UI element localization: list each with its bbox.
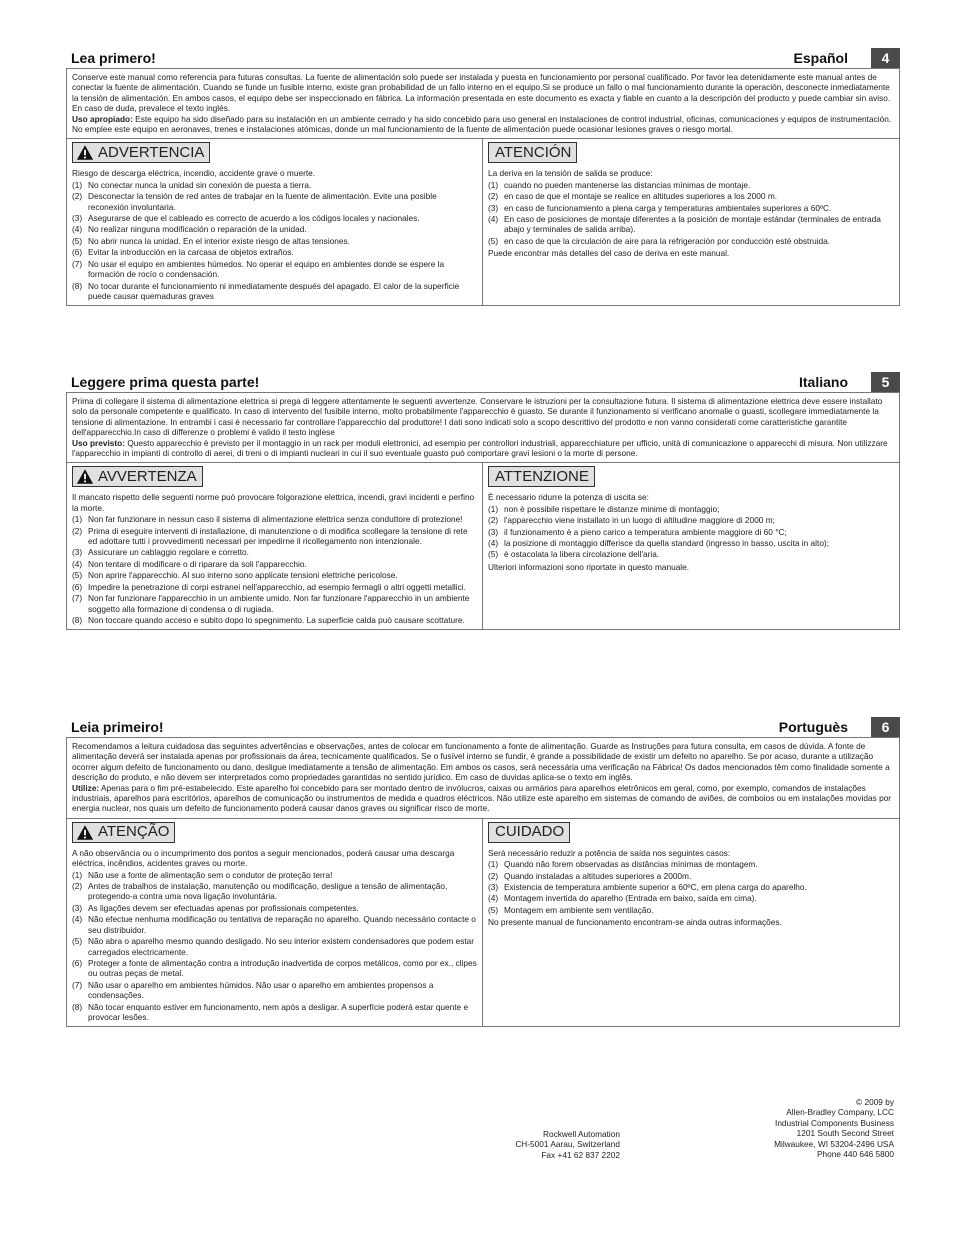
item-number: (6) [72,581,83,592]
warning-column [67,139,483,305]
item-text: Existencia de temperatura ambiente superior a 60ºC, em plena carga do aparelho. [504,882,807,893]
item-number: (3) [488,202,499,213]
item-text: En caso de posiciones de montaje diferentes a la posición de montaje estándar (terminales de entrada abajo y terminales de salida arriba). [504,214,881,235]
item-number: (8) [72,280,83,291]
item-number: (1) [72,514,83,525]
item-text: Proteger a fonte de alimentação contra a introdução inadvertida de corpos metálicos, como por ex., clipes ou outras peças de metal. [88,957,477,979]
item-number: (8) [72,1001,83,1012]
item-text: Montagem invertida do aparelho (Entrada em baixo, saída em cima). [504,893,757,904]
use-paragraph [72,438,894,459]
item-number: (2) [72,525,83,536]
warning-item [72,980,477,1001]
item-number: (1) [72,869,83,880]
item-text: la posizione di montaggio differisce da quella standard (ingresso in basso, uscita in alto); [504,538,829,549]
item-number: (1) [488,179,499,190]
caution-lead: Será necessário reduzir a potência de saída nos seguintes casos: [488,847,731,858]
warning-list [72,514,477,625]
warning-item [72,213,477,223]
item-number: (4) [72,224,83,235]
warning-item [72,281,477,302]
ab-line: Phone 440 646 5800 [816,1149,894,1160]
caution-label: ATTENZIONE [495,467,589,485]
item-text: Non far funzionare in nessun caso il sistema di alimentazione elettrica senza conduttore di protezione! [88,514,463,525]
caution-item [488,504,894,514]
caution-footer: Puede encontrar más detalles del caso de deriva en este manual. [488,248,730,259]
section-number: 5 [871,372,900,392]
section-espanol [66,48,900,306]
caution-item [488,882,894,892]
item-number: (2) [72,881,83,892]
caution-column [483,463,899,629]
ab-line: Allen-Bradley Company, LCC [786,1107,894,1118]
warning-lead: Il mancato rispetto delle seguenti norme può provocare folgorazione elettrica, incendi, gravi incidenti e perfino la morte. [72,492,475,513]
item-number: (5) [72,936,83,947]
item-number: (5) [488,549,499,560]
section-title: Leia primeiro! [71,719,164,735]
caution-item [488,893,894,903]
item-number: (5) [488,904,499,915]
item-number: (8) [72,614,83,625]
warning-item [72,526,477,547]
notice-columns [67,463,899,629]
warning-badge [72,822,175,843]
warning-item [72,559,477,569]
caution-item [488,180,894,190]
item-text: Non far funzionare l'apparecchio in un ambiente umido. Non far funzionare l'apparecchio in un ambiente soggetto alla formazione di condensa o di rugiada. [88,593,470,614]
ab-line: Milwaukee, WI 53204-2496 USA [774,1138,894,1149]
section-portugues [66,717,900,1027]
item-text: non è possibile rispettare le distanze minime di montaggio; [504,503,720,514]
item-text: Impedire la penetrazione di corpi estranei nell'apparecchio, ad esempio fermagli o altri oggetti metallici. [88,581,466,592]
item-text: No tocar durante el funcionamiento ni inmediatamente después del apagado. El calor de la superficie puede causar quemaduras graves [88,280,460,301]
warning-item [72,259,477,280]
caution-item [488,905,894,915]
warning-item [72,914,477,935]
notice-columns [67,139,899,305]
section-header [66,372,900,392]
warning-item [72,582,477,592]
caution-item [488,203,894,213]
item-text: en caso de funcionamiento a plena carga y temperaturas ambientales superiores a 60ºC. [504,202,832,213]
section-header [66,48,900,68]
caution-badge [488,822,570,843]
warning-label: AVVERTENZA [98,467,197,485]
caution-item [488,549,894,559]
item-text: Antes de trabalhos de instalação, manutenção ou modificação, desligue a tensão de alimentação, protegendo-a contra uma nova ligação involuntária. [88,881,448,902]
rockwell-line: Rockwell Automation [542,1129,620,1139]
warning-item [72,958,477,979]
item-text: en caso de que la circulación de aire para la refrigeración por conducción esté obstruida. [504,235,831,246]
item-number: (2) [72,191,83,202]
warning-item [72,247,477,257]
item-number: (3) [488,882,499,893]
warning-item [72,870,477,880]
caution-column [483,139,899,305]
item-number: (1) [488,859,499,870]
section-title: Leggere prima questa parte! [71,374,260,390]
caution-column [483,819,899,1027]
item-number: (5) [72,235,83,246]
item-number: (2) [488,870,499,881]
rockwell-line: CH-5001 Aarau, Switzerland [515,1139,620,1150]
warning-item [72,236,477,246]
warning-item [72,881,477,902]
intro-paragraph: Conserve este manual como referencia para futuras consultas. La fuente de alimentación solo puede ser instalada y puesta en funcionamiento por personal cualificado. Por favor lea detenidamente este manual antes de conectar la fuente de alimentación. Cuando se funde un fusible interno, existe gran probabilidad de un fallo interno en el equipo.Si se produce un fallo o mal funcionamiento durante la operación, desconecte inmediatamente la tensión de alimentación. En ambos casos, el equipo debe ser inspeccionado en fábrica. La información presentada en este documento es exacta y fiable en cuanto a la descripción del producto y puede cambiar sin aviso. En caso de duda, prevalece el texto inglés. [72,72,891,114]
section-header [66,717,900,737]
intro-text [67,738,899,819]
notice-columns [67,819,899,1027]
warning-item [72,224,477,234]
item-text: As ligações devem ser efectuadas apenas por profissionais competentes. [88,902,359,913]
ab-line: © 2009 by [856,1097,894,1107]
item-text: No conectar nunca la unidad sin conexión de puesta a tierra. [88,179,312,190]
warning-item [72,514,477,524]
warning-lead: Riesgo de descarga eléctrica, incendio, accidente grave o muerte. [72,168,316,179]
section-box [66,392,900,630]
item-number: (7) [72,593,83,604]
caution-list [488,504,894,560]
use-paragraph [72,783,894,814]
item-text: Quando instaladas a altitudes superiores a 2000m. [504,870,692,881]
item-number: (7) [72,258,83,269]
item-number: (3) [72,547,83,558]
caution-item [488,515,894,525]
item-number: (4) [72,558,83,569]
section-language: Italiano [798,374,848,390]
item-number: (2) [488,515,499,526]
use-label: Uso previsto: [72,437,126,448]
item-text: Montagem em ambiente sem ventilação. [504,904,654,915]
item-text: Non aprire l'apparecchio. Al suo interno sono applicate tensioni elettriche pericolose. [88,570,398,581]
caution-lead: La deriva en la tensión de salida se produce: [488,168,653,179]
warning-badge [72,142,210,163]
item-text: Não abra o aparelho mesmo quando desligado. No seu interior existem condensadores que podem estar carregados electricamente. [88,936,475,957]
item-text: No abrir nunca la unidad. En el interior existe riesgo de altas tensiones. [88,235,350,246]
warning-label: ADVERTENCIA [98,143,205,161]
item-number: (7) [72,979,83,990]
item-number: (6) [72,247,83,258]
item-number: (3) [488,526,499,537]
warning-badge [72,466,203,487]
use-label: Uso apropiado: [72,113,133,124]
item-text: l'apparecchio viene installato in un luogo di altitudine maggiore di 2000 m; [504,515,775,526]
warning-item [72,615,477,625]
caution-item [488,859,894,869]
section-italiano [66,372,900,630]
item-number: (4) [488,214,499,225]
item-text: Assicurare un cablaggio regolare e corretto. [88,547,249,558]
warning-item [72,547,477,557]
warning-list [72,870,477,1023]
caution-badge [488,466,595,487]
item-text: il funzionamento è a pieno carico a temperatura ambiente maggiore di 60 °C; [504,526,787,537]
caution-badge [488,142,577,163]
item-number: (4) [488,538,499,549]
item-text: Non tentare di modificare o di riparare da soli l'apparecchio. [88,558,307,569]
use-paragraph [72,114,894,135]
item-number: (6) [72,957,83,968]
caution-item [488,191,894,201]
use-text: Este equipo ha sido diseñado para su instalación en un ambiente cerrado y ha sido concebido para uso general en instalaciones de control industrial, oficinas, comunicaciones y equipos de instrumentación. No emplee este equipo en aeronaves, trenes e instalaciones atómicas, donde un mal funcionamiento de la fuente de alimentación puede ocasionar lesiones graves o riesgo mortal. [72,113,892,135]
use-label: Utilize: [72,782,100,793]
warning-item [72,903,477,913]
warning-triangle-icon [76,824,94,841]
item-number: (5) [72,570,83,581]
use-text: Questo apparecchio è previsto per il montaggio in un rack per moduli elettronici, ad esempio per controllori industriali, apparecchiature per ufficio, unità di comunicazione o apparecchi di misura. Non utilizzare l'apparecchio in impianti di controllo di aerei, di treni o di impianti nucleari in cui il suo eventuale guasto può comportare gravi lesioni o la morte di persone. [72,437,888,459]
caution-item [488,236,894,246]
item-text: è ostacolata la libera circolazione dell'aria. [504,549,660,560]
item-text: Não use a fonte de alimentação sem o condutor de proteção terra! [88,869,333,880]
warning-item [72,593,477,614]
warning-label: ATENÇÃO [98,823,170,841]
footer-rockwell [515,1129,620,1160]
item-number: (3) [72,213,83,224]
intro-paragraph: Recomendamos a leitura cuidadosa das seguintes advertências e observações, antes de colocar em funcionamento a fonte de alimentação. Guarde as Instruções para futura consulta, em casos de dúvida. A fonte de alimentação deverá ser instalada apenas por profissionais da área, tecnicamente qualificados. Se o fusível interno se fundir, é grande a possibilidade de existir um defeito no aparelho. Se por acaso, durante a utilização ocorrer algum defeito de funcionamento ou dano, desligue imediatamente a tensão de alimentação. Em ambos os casos, será necessária uma verificação na Fábrica! Os dados mencionados têm como finalidade somente a descrição do produto, e não devem ser interpretados como propriedades garantidas no sentido jurídico. Em caso de duvidas aplica-se o texto em inglês. [72,741,890,783]
section-language: Español [793,50,848,66]
warning-triangle-icon [76,468,94,485]
item-number: (4) [488,893,499,904]
intro-text [67,393,899,463]
warning-item [72,570,477,580]
item-text: Asegurarse de que el cableado es correcto de acuerdo a los códigos locales y nacionales. [88,213,420,224]
caution-footer: Ulteriori informazioni sono riportate in questo manuale. [488,561,690,572]
section-number: 6 [871,717,900,737]
section-number: 4 [871,48,900,68]
item-text: cuando no pueden mantenerse las distancias mínimas de montaje. [504,179,751,190]
item-text: Não tocar enquanto estiver em funcionamento, nem após a desligar. A superfície poderá estar quente e provocar lesões. [88,1001,469,1022]
caution-label: ATENCIÓN [495,143,572,161]
warning-list [72,180,477,301]
warning-triangle-icon [76,144,94,161]
warning-item [72,180,477,190]
warning-column [67,463,483,629]
item-number: (2) [488,191,499,202]
warning-item [72,936,477,957]
item-number: (5) [488,235,499,246]
item-text: Non toccare quando acceso e subito dopo lo spegnimento. La superficie calda può causare scottature. [88,614,465,625]
section-box [66,737,900,1027]
item-number: (1) [488,503,499,514]
item-text: No realizar ninguna modificación o reparación de la unidad. [88,224,307,235]
caution-list [488,180,894,246]
warning-lead: A não observância ou o incumprimento dos pontos a seguir mencionados, poderá causar uma descarga eléctrica, incêndios, acidentes graves ou morte. [72,847,455,869]
item-text: Desconectar la tensión de red antes de trabajar en la fuente de alimentación. Evite una posible reconexión involuntaria. [88,191,437,212]
caution-footer: No presente manual de funcionamento encontram-se ainda outras informações. [488,917,782,928]
caution-item [488,538,894,548]
footer-allen-bradley [774,1097,894,1159]
item-number: (4) [72,914,83,925]
caution-item [488,871,894,881]
warning-item [72,191,477,212]
item-text: Evitar la introducción en la carcasa de objetos extraños. [88,247,294,258]
item-text: Não usar o aparelho em ambientes húmidos. Não usar o aparelho em ambientes propensos a condensações. [88,979,434,1001]
item-text: en caso de que el montaje se realice en altitudes superiores a los 2000 m. [504,191,778,202]
caution-list [488,859,894,915]
item-number: (1) [72,179,83,190]
caution-lead: È necessario ridurre la potenza di uscita se: [488,492,649,503]
caution-item [488,214,894,235]
intro-paragraph: Prima di collegare il sistema di alimentazione elettrica si prega di leggere attentamente le seguenti avvertenze. Conservare le istruzioni per la consultazione futura. Il sistema di alimentazione elettrica deve essere installato solo da personale competente e qualificato. In caso di intervento del fusibile interno, molto probabilmente l'apparecchio è guasto. Se durante il funzionamento si verificano anomalie o guasti, scollegare immediatamente la tensione di alimentazione. In entrambi i casi è necessario far controllare l'apparecchio dal produttore! I dati sono indicati solo a scopo descrittivo del prodotto e non vanno considerati come caratteristiche garantite dell'apparecchio.In caso di differenze o problemi è valido il testo inglese [72,396,883,438]
warning-item [72,1002,477,1023]
section-box [66,68,900,306]
item-text: Quando não forem observadas as distâncias mínimas de montagem. [504,859,758,870]
ab-line: Industrial Components Business [775,1117,894,1128]
caution-item [488,527,894,537]
ab-line: 1201 South Second Street [796,1128,894,1139]
section-title: Lea primero! [71,50,156,66]
rockwell-line: Fax +41 62 837 2202 [541,1149,620,1160]
item-number: (3) [72,902,83,913]
caution-label: CUIDADO [495,823,565,841]
section-language: Portuguès [778,719,848,735]
intro-text [67,69,899,139]
item-text: No usar el equipo en ambientes húmedos. No operar el equipo en ambientes donde se espere la formación de rocío o condensación. [88,258,445,280]
item-text: Prima di eseguire interventi di installazione, di manutenzione o di modifica scollegare la tensione di rete ed adottare tutti i provvedimenti necessari per impedirne il ricollegamento non intenzionale. [88,525,468,547]
item-text: Não efectue nenhuma modificação ou tentativa de reparação no aparelho. Quando necessário contacte o seu distribuidor. [88,914,476,935]
use-text: Apenas para o fim pré-estabelecido. Este aparelho foi concebido para ser montado dentro de invólucros, caixas ou armários para aparelhos eletrônicos em geral, como, por exemplo, comandos de instalações industriais, aparelhos para escritórios, aparelhos de comunicação ou instrumentos de medida e quadros eléctricos. Não utilize este aparelho em sistemas de comando de aviões, de comboios ou em instalações movidas por energia nuclear, nos quais um defeito de funcionamento poderá causar danos graves ou significar risco de morte. [72,782,892,814]
warning-column [67,819,483,1027]
